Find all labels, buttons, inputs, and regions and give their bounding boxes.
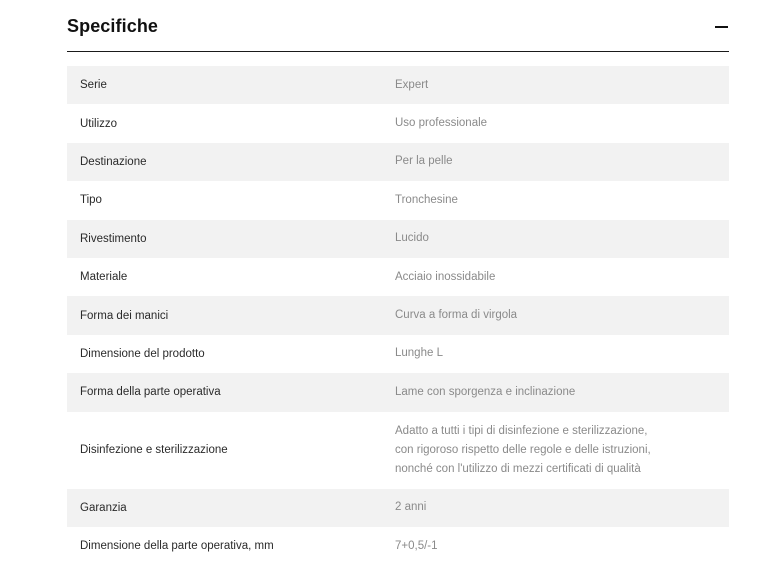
spec-row-rivestimento	[67, 220, 729, 258]
spec-label: Tipo	[80, 194, 102, 207]
spec-value: Tronchesine	[395, 193, 458, 206]
spec-label: Rivestimento	[80, 232, 147, 245]
spec-value: Uso professionale	[395, 117, 488, 130]
spec-value: 2 anni	[395, 501, 427, 514]
spec-row-destinazione	[67, 143, 729, 181]
spec-row-dimensione-prodotto	[67, 335, 729, 373]
spec-label: Forma della parte operativa	[80, 386, 221, 399]
spec-value: 7+0,5/-1	[395, 539, 438, 552]
spec-label: Garanzia	[80, 501, 127, 514]
specifications-section	[67, 0, 729, 565]
spec-label: Dimensione della parte operativa, mm	[80, 540, 274, 553]
spec-value: Curva a forma di virgola	[395, 309, 518, 322]
spec-value: Lucido	[395, 232, 429, 245]
spec-label: Forma dei manici	[80, 309, 169, 322]
spec-row-dimensione-parte-operativa	[67, 527, 729, 565]
spec-label: Serie	[80, 79, 107, 92]
spec-value-line: con rigoroso rispetto delle regole e delle istruzioni,	[395, 443, 651, 456]
spec-value-line: nonché con l'utilizzo di mezzi certificati di qualità	[395, 462, 641, 475]
spec-value	[395, 422, 729, 479]
spec-label: Disinfezione e sterilizzazione	[80, 444, 228, 457]
spec-label: Destinazione	[80, 155, 147, 168]
section-header[interactable]	[67, 0, 729, 52]
spec-label: Materiale	[80, 271, 128, 284]
spec-table	[67, 66, 729, 565]
spec-row-serie	[67, 66, 729, 104]
spec-row-tipo	[67, 181, 729, 219]
spec-value: Lame con sporgenza e inclinazione	[395, 385, 576, 398]
spec-value: Per la pelle	[395, 155, 453, 168]
spec-row-materiale	[67, 258, 729, 296]
spec-value: Lunghe L	[395, 347, 443, 360]
spec-label: Dimensione del prodotto	[80, 347, 205, 360]
spec-row-forma-manici	[67, 296, 729, 334]
spec-row-garanzia	[67, 489, 729, 527]
minus-icon[interactable]	[713, 19, 729, 35]
spec-row-utilizzo	[67, 104, 729, 142]
spec-value: Acciaio inossidabile	[395, 270, 496, 283]
section-title: Specifiche	[67, 16, 159, 36]
spec-label: Utilizzo	[80, 117, 118, 130]
spec-row-disinfezione	[67, 412, 729, 489]
spec-value: Expert	[395, 78, 429, 91]
spec-value-line: Adatto a tutti i tipi di disinfezione e sterilizzazione,	[395, 424, 648, 437]
spec-row-forma-parte-operativa	[67, 373, 729, 411]
